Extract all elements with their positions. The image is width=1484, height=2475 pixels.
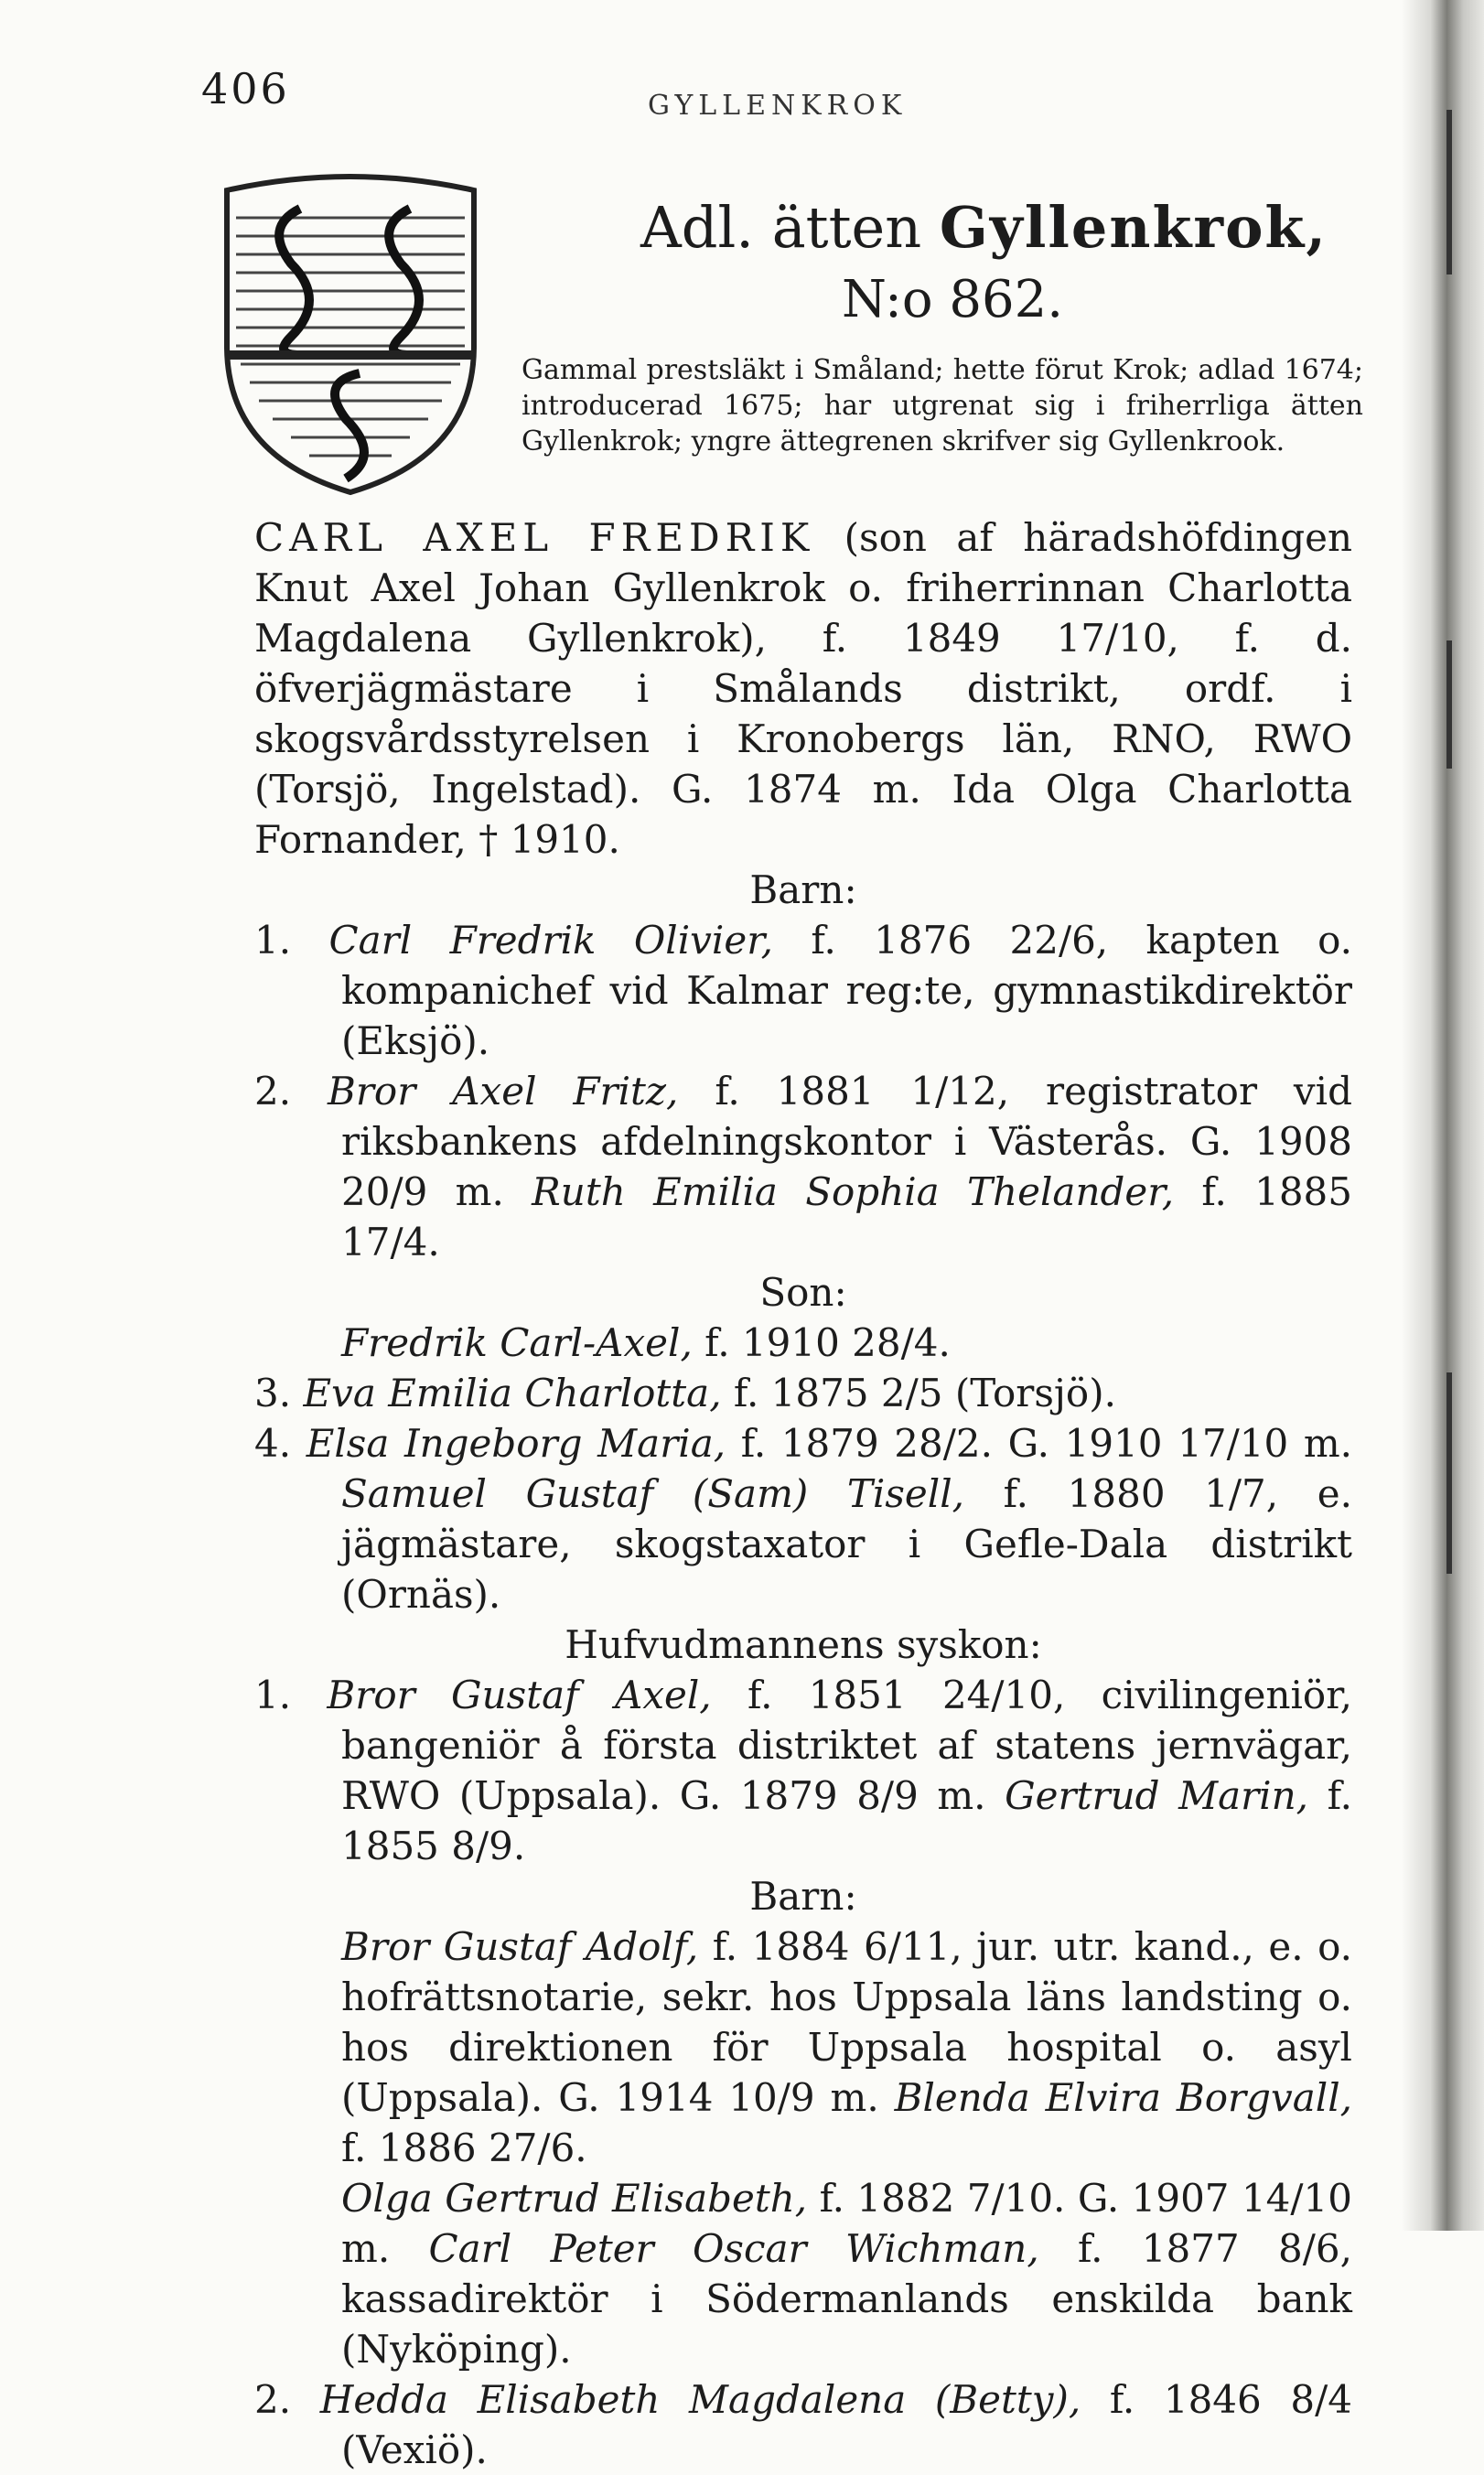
niece-entry	[254, 2173, 1352, 2374]
spouse-name: Ruth Emilia Sophia Thelander,	[532, 1169, 1175, 1214]
spouse-name: Samuel Gustaf (Sam) Tisell,	[341, 1471, 964, 1516]
genealogy-body	[254, 512, 1352, 2475]
spouse-name: Gertrud Marin,	[1005, 1773, 1309, 1818]
child-text: f. 1875 2/5 (Torsjö).	[733, 1371, 1116, 1415]
spouse-name: Carl Peter Oscar Wichman,	[428, 2226, 1039, 2271]
binding-mark	[1446, 110, 1452, 274]
entry-number: 2.	[254, 2377, 292, 2422]
siblings-heading: Hufvudmannens syskon:	[565, 1622, 1042, 1667]
spouse-text: f. 1855 8/9.	[341, 1773, 1353, 1868]
sibling-entry	[254, 1670, 1352, 1871]
family-name: Gyllenkrok,	[939, 194, 1328, 261]
main-entry-name: CARL AXEL FREDRIK	[254, 515, 815, 560]
sibling-name: Bror Gustaf Axel,	[327, 1673, 712, 1717]
spouse-name: Blenda Elvira Borgvall,	[894, 2075, 1353, 2120]
child-name: Elsa Ingeborg Maria,	[306, 1421, 726, 1466]
child-name: Eva Emilia Charlotta,	[303, 1371, 722, 1415]
spouse-text: f. 1880 1/7, e. jägmästare, skogstaxator i Gefle-Dala distrikt (Ornäs).	[341, 1471, 1352, 1617]
main-entry-text: (son af häradshöfdingen Knut Axel Johan Gyllenkrok o. friherrinnan Charlotta Magdalena Gyllenkrok), f. 1849 17/10, f. d. öfverjägmästare i Smålands distrikt, ordf. i skogsvårdsstyrelsen i Kronobergs län, RNO, RWO (Torsjö, Ingelstad). G. 1874 m. Ida Olga Charlotta Fornander, † 1910.	[254, 515, 1352, 862]
entry-number: 1.	[254, 918, 292, 963]
entry-number: 4.	[254, 1421, 292, 1466]
sibling-text: f. 1846 8/4 (Vexiö).	[341, 2377, 1352, 2472]
child-name: Carl Fredrik Olivier,	[328, 918, 774, 963]
title-prefix: Adl. ätten	[640, 194, 922, 261]
book-binding-edge	[1402, 0, 1484, 2231]
child-text: f. 1881 1/12, registrator vid riksbankens afdelningskontor i Västerås. G. 1908 20/9 m.	[341, 1069, 1352, 1214]
nephew-name: Bror Gustaf Adolf,	[341, 1924, 699, 1969]
sibling-text: f. 1851 24/10, civilingeniör, bangeniör å första distriktet af statens jernvägar, RWO (Uppsala). G. 1879 8/9 m.	[341, 1673, 1353, 1818]
binding-mark	[1446, 640, 1452, 769]
child-entry	[254, 1066, 1352, 1267]
grandchild-text: f. 1910 28/4.	[704, 1320, 951, 1365]
entry-number: 1.	[254, 1673, 292, 1717]
spouse-text: f. 1877 8/6, kassadirektör i Södermanlands enskilda bank (Nyköping).	[341, 2226, 1352, 2372]
child-entry	[254, 1368, 1352, 1418]
niece-name: Olga Gertrud Elisabeth,	[341, 2176, 808, 2221]
nephew-entry	[254, 1921, 1352, 2173]
family-number: N:o 862.	[842, 270, 1064, 329]
grandchild-entry	[254, 1318, 1352, 1368]
spouse-text: f. 1885 17/4.	[341, 1169, 1353, 1264]
binding-mark	[1446, 1372, 1452, 1574]
child-name: Bror Axel Fritz,	[327, 1069, 679, 1114]
grandchild-name: Fredrik Carl-Axel,	[341, 1320, 693, 1365]
sibling-entry	[254, 2374, 1352, 2475]
son-heading: Son:	[759, 1270, 847, 1315]
child-text: f. 1879 28/2. G. 1910 17/10 m.	[740, 1421, 1352, 1466]
coat-of-arms-icon	[199, 163, 501, 501]
main-entry	[254, 512, 1352, 865]
children-heading: Barn:	[749, 867, 857, 912]
sibling-children-heading: Barn:	[749, 1874, 857, 1919]
entry-number: 2.	[254, 1069, 292, 1114]
sibling-name: Hedda Elisabeth Magdalena (Betty),	[319, 2377, 1081, 2422]
nephew-text: f. 1884 6/11, jur. utr. kand., e. o. hofrättsnotarie, sekr. hos Uppsala läns landsting o. hos direktionen för Uppsala hospital o. asyl (Uppsala). G. 1914 10/9 m.	[341, 1924, 1352, 2120]
child-text: f. 1876 22/6, kapten o. kompanichef vid Kalmar reg:te, gymnastikdirektör (Eksjö).	[341, 918, 1353, 1063]
child-entry	[254, 1418, 1352, 1620]
running-title: GYLLENKROK	[648, 90, 908, 122]
entry-number: 3.	[254, 1371, 292, 1415]
spouse-text: f. 1886 27/6.	[341, 2125, 587, 2170]
family-intro: Gammal prestsläkt i Småland; hette förut Krok; adlad 1674; introducerad 1675; har utgrenat sig i friherrliga ätten Gyllenkrok; yngre ättegrenen skrifver sig Gyllenkrook.	[522, 354, 1363, 457]
family-title	[640, 194, 1328, 261]
page-number: 406	[201, 64, 290, 113]
child-entry	[254, 915, 1352, 1066]
niece-text: f. 1882 7/10. G. 1907 14/10 m.	[341, 2176, 1352, 2271]
